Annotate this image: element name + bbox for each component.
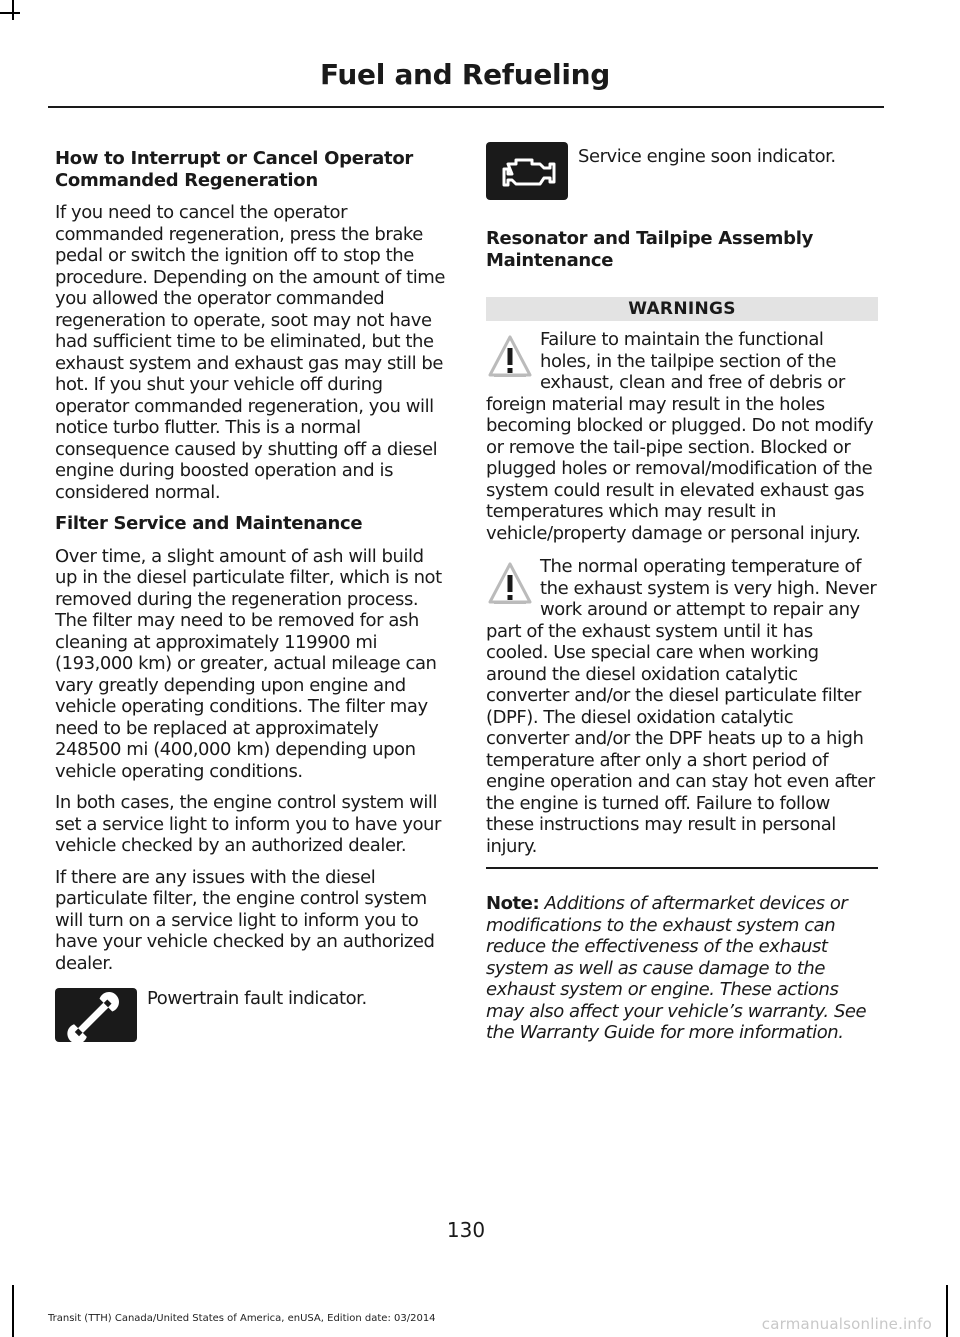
warning-text: The normal operating temperature of the exhaust system is very high. Never work around or attempt to repair any part of the exhaust system until it has cooled. Use special care when working around the diesel oxidation catalytic converter and/or the diesel particulate filter (DPF). The diesel oxidation catalytic converter and/or the DPF heats up to a high temperature after only a short period of engine operation and can stay hot even after the engine is turned off. Failure to follow these instructions may result in personal injury. xyxy=(486,556,877,857)
paragraph: In both cases, the engine control system will set a service light to inform you to have your vehicle checked by an authorized dealer. xyxy=(55,792,441,856)
crop-mark xyxy=(12,1285,14,1337)
page-number: 130 xyxy=(446,1218,486,1242)
wrench-icon xyxy=(55,988,137,1042)
warning-item xyxy=(486,329,878,544)
warning-triangle-icon xyxy=(486,331,534,387)
footer-text: Transit (TTH) Canada/United States of America, enUSA, Edition date: 03/2014 xyxy=(48,1313,436,1324)
right-column xyxy=(486,148,878,1044)
note-text: Additions of aftermarket devices or modifications to the exhaust system can reduce the effectiveness of the exhaust system as well as cause damage to the exhaust system or engine. These actions may also affect your vehicle’s warranty. See the Warranty Guide for more information. xyxy=(486,893,867,1043)
paragraph: If you need to cancel the operator commanded regeneration, press the brake pedal or switch the ignition off to stop the procedure. Depending on the amount of time you allowed the operator commanded regeneration to operate, soot may not have had sufficient time to be eliminated, but the exhaust system and exhaust gas may still be hot. If you shut your vehicle off during operator commanded regeneration, you will notice turbo flutter. This is a normal consequence caused by shutting off a diesel engine during boosted operation and is considered normal. xyxy=(55,202,446,503)
warnings-divider xyxy=(486,867,878,869)
engine-icon xyxy=(486,142,568,200)
warning-text: Failure to maintain the functional holes, in the tailpipe section of the exhaust, clean and free of debris or foreign material may result in the holes becoming blocked or plugged. Do not modify or remove the tail-pipe section. Blocked or plugged holes or removal/modification of the system could result in elevated exhaust gas temperatures which may result in vehicle/property damage or personal injury. xyxy=(486,329,874,544)
paragraph: Over time, a slight amount of ash will build up in the diesel particulate filter, which is not removed during the regeneration process. The filter may need to be removed for ash cleaning at approximately 119900 mi (193,000 km) or greater, actual mileage can vary greatly depending upon engine and vehicle operating conditions. The filter may need to be replaced at approximately 248500 mi (400,000 km) depending upon vehicle operating conditions. xyxy=(55,545,442,782)
left-column xyxy=(55,148,447,1052)
header-divider xyxy=(48,106,884,108)
warning-triangle-icon xyxy=(486,558,534,614)
section-heading: How to Interrupt or Cancel Operator Commanded Regeneration xyxy=(55,148,413,191)
warnings-header: WARNINGS xyxy=(486,297,878,321)
crop-mark xyxy=(12,0,14,20)
note-label: Note: xyxy=(486,893,540,914)
section-heading: Resonator and Tailpipe Assembly Maintenance xyxy=(486,228,814,271)
paragraph: If there are any issues with the diesel particulate filter, the engine control system will turn on a service light to inform you to have your vehicle checked by an authorized dealer. xyxy=(55,866,435,974)
note xyxy=(486,893,878,1044)
indicator-label: Powertrain fault indicator. xyxy=(147,988,367,1009)
crop-mark xyxy=(0,12,20,14)
indicator-row xyxy=(55,988,447,1052)
watermark: carmanualsonline.info xyxy=(761,1315,932,1333)
indicator-row xyxy=(486,146,878,216)
warning-item xyxy=(486,556,878,857)
section-heading: Filter Service and Maintenance xyxy=(55,513,363,534)
indicator-label: Service engine soon indicator. xyxy=(578,146,836,167)
page-title: Fuel and Refueling xyxy=(319,58,610,91)
crop-mark xyxy=(946,1285,948,1337)
